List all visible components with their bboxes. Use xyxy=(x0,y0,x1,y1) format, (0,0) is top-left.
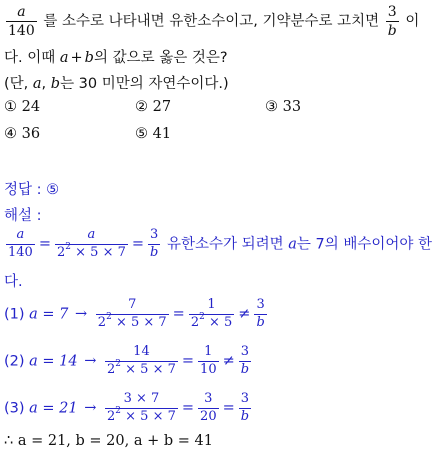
fraction-numerator: 3 xyxy=(204,391,213,406)
fraction-denominator: 10 xyxy=(200,361,217,377)
fraction-denominator: $2^2 \times 5$ xyxy=(190,311,233,330)
option-value: 41 xyxy=(152,126,172,142)
case-label: (1) xyxy=(4,306,25,323)
option-value: 33 xyxy=(282,99,302,115)
fraction-denominator: $2^2 \times 5 \times 7$ xyxy=(97,311,167,330)
fraction-denominator: b xyxy=(150,244,159,260)
fraction-denominator: b xyxy=(387,23,397,40)
case-label: (2) xyxy=(4,353,25,370)
fraction-denominator: b xyxy=(256,314,265,330)
fraction-denominator: $2^2 \times 5 \times 7$ xyxy=(56,241,126,260)
fraction-numerator: a xyxy=(17,4,26,20)
option-mark: ⑤ xyxy=(135,126,148,142)
var-a: a xyxy=(32,76,42,92)
case-2: (2) a = 14 → $\frac{14}{2^2 \times 5 \times 7}$ = $\frac{1}{10}$ ≠ $\frac{3}{b}$ xyxy=(4,344,250,377)
conclusion: ∴ a = 21, b = 20, a + b = 41 xyxy=(4,433,213,449)
equal-sign: = xyxy=(222,400,235,417)
option-1[interactable] xyxy=(4,99,40,115)
fraction-numerator: 3 xyxy=(240,391,250,406)
fraction-numerator: 3 xyxy=(256,297,265,312)
answer-label: 정답 : ⑤ xyxy=(4,182,60,198)
case-fraction xyxy=(105,392,178,425)
option-2[interactable] xyxy=(135,99,171,115)
case-condition: a = 7 xyxy=(29,306,69,323)
plus-sign: + xyxy=(70,50,83,66)
fraction-denominator: 20 xyxy=(200,408,217,424)
case-fraction xyxy=(105,345,178,378)
option-mark: ④ xyxy=(4,126,17,142)
fraction-denominator: 140 xyxy=(8,244,33,260)
fraction-3-over-b xyxy=(386,4,399,39)
fraction-denominator: b xyxy=(240,408,250,424)
fraction-numerator: a xyxy=(16,227,25,242)
problem-text: 의 값으로 옳은 것은? xyxy=(93,50,228,66)
fraction-denominator: b xyxy=(240,361,250,377)
option-value: 36 xyxy=(21,126,41,142)
solution-intro: $\frac{a}{140}$ = $\frac{a}{2^2 \times 5 \times 7}$ = $\frac{3}{b}$ 유한소수가 되려면 a는 7의 배수이어야 한 xyxy=(8,227,432,260)
target-fraction xyxy=(239,345,251,378)
problem-text: 를 소수로 나타내면 유한소수이고, 기약분수로 고치면 xyxy=(43,13,380,30)
fraction-numerator: a xyxy=(87,227,96,242)
fraction-3-over-b xyxy=(148,228,160,261)
fraction-a-over-140 xyxy=(6,228,35,261)
fraction-denominator: $2^2 \times 5 \times 7$ xyxy=(107,405,176,424)
fraction-denominator: 140 xyxy=(8,23,35,40)
problem-line-2 xyxy=(4,46,396,67)
fraction-a-over-140 xyxy=(6,4,37,39)
var-a: a xyxy=(288,236,297,253)
var-b: b xyxy=(50,76,61,92)
fraction-numerator: 3 xyxy=(150,227,159,242)
case-condition: a = 14 xyxy=(29,353,78,370)
explanation-label: 해설 : xyxy=(4,208,42,224)
option-value: 27 xyxy=(152,99,172,115)
not-equal-sign: ≠ xyxy=(222,353,235,370)
option-4[interactable] xyxy=(4,126,40,142)
problem-line-1 xyxy=(4,4,420,40)
comma: , xyxy=(41,76,47,92)
case-label: (3) xyxy=(4,400,25,417)
option-mark: ② xyxy=(135,99,148,115)
case-1: (1) a = 7 → $\frac{7}{2^2 \times 5 \times 7}$ = $\frac{1}{2^2 \times 5}$ ≠ $\frac{3}{b}$ xyxy=(4,297,265,330)
arrow-right-icon: → xyxy=(75,306,88,323)
solution-text: 는 7의 배수이어야 한 xyxy=(296,236,432,253)
fraction-a-over-factored xyxy=(55,228,128,261)
target-fraction xyxy=(254,298,266,331)
fraction-numerator: 3 xyxy=(240,344,250,359)
target-fraction xyxy=(239,392,251,425)
case-fraction xyxy=(96,298,169,331)
option-5[interactable] xyxy=(135,126,171,142)
option-mark: ③ xyxy=(265,99,278,115)
option-mark: ① xyxy=(4,99,17,115)
var-a: a xyxy=(59,50,69,66)
var-b: b xyxy=(84,50,94,66)
case-condition: a = 21 xyxy=(29,400,78,417)
case-reduced-fraction xyxy=(198,392,219,425)
problem-text: 는 30 미만의 자연수이다.) xyxy=(60,76,229,92)
fraction-numerator: 14 xyxy=(133,344,150,359)
fraction-numerator: 3 × 7 xyxy=(123,391,160,406)
problem-text: (단, xyxy=(4,76,29,92)
case-reduced-fraction xyxy=(198,345,219,378)
fraction-numerator: 1 xyxy=(204,344,213,359)
option-value: 24 xyxy=(21,99,41,115)
problem-line-3 xyxy=(4,72,396,93)
arrow-right-icon: → xyxy=(84,400,97,417)
fraction-numerator: 7 xyxy=(128,297,137,312)
option-3[interactable] xyxy=(265,99,301,115)
fraction-numerator: 1 xyxy=(207,297,216,312)
case-reduced-fraction xyxy=(189,298,234,331)
case-3: (3) a = 21 → $\frac{3 \times 7}{2^2 \times 5 \times 7}$ = $\frac{3}{20}$ = $\frac{3}{b}$ xyxy=(4,391,250,424)
problem-text: 이 xyxy=(405,13,420,30)
problem-text: 다. 이때 xyxy=(4,50,56,66)
solution-intro-end: 다. xyxy=(4,274,23,290)
not-equal-sign: ≠ xyxy=(238,306,251,323)
fraction-denominator: $2^2 \times 5 \times 7$ xyxy=(107,358,176,377)
solution-text: 유한소수가 되려면 xyxy=(166,236,284,253)
arrow-right-icon: → xyxy=(84,353,97,370)
fraction-numerator: 3 xyxy=(387,4,397,20)
